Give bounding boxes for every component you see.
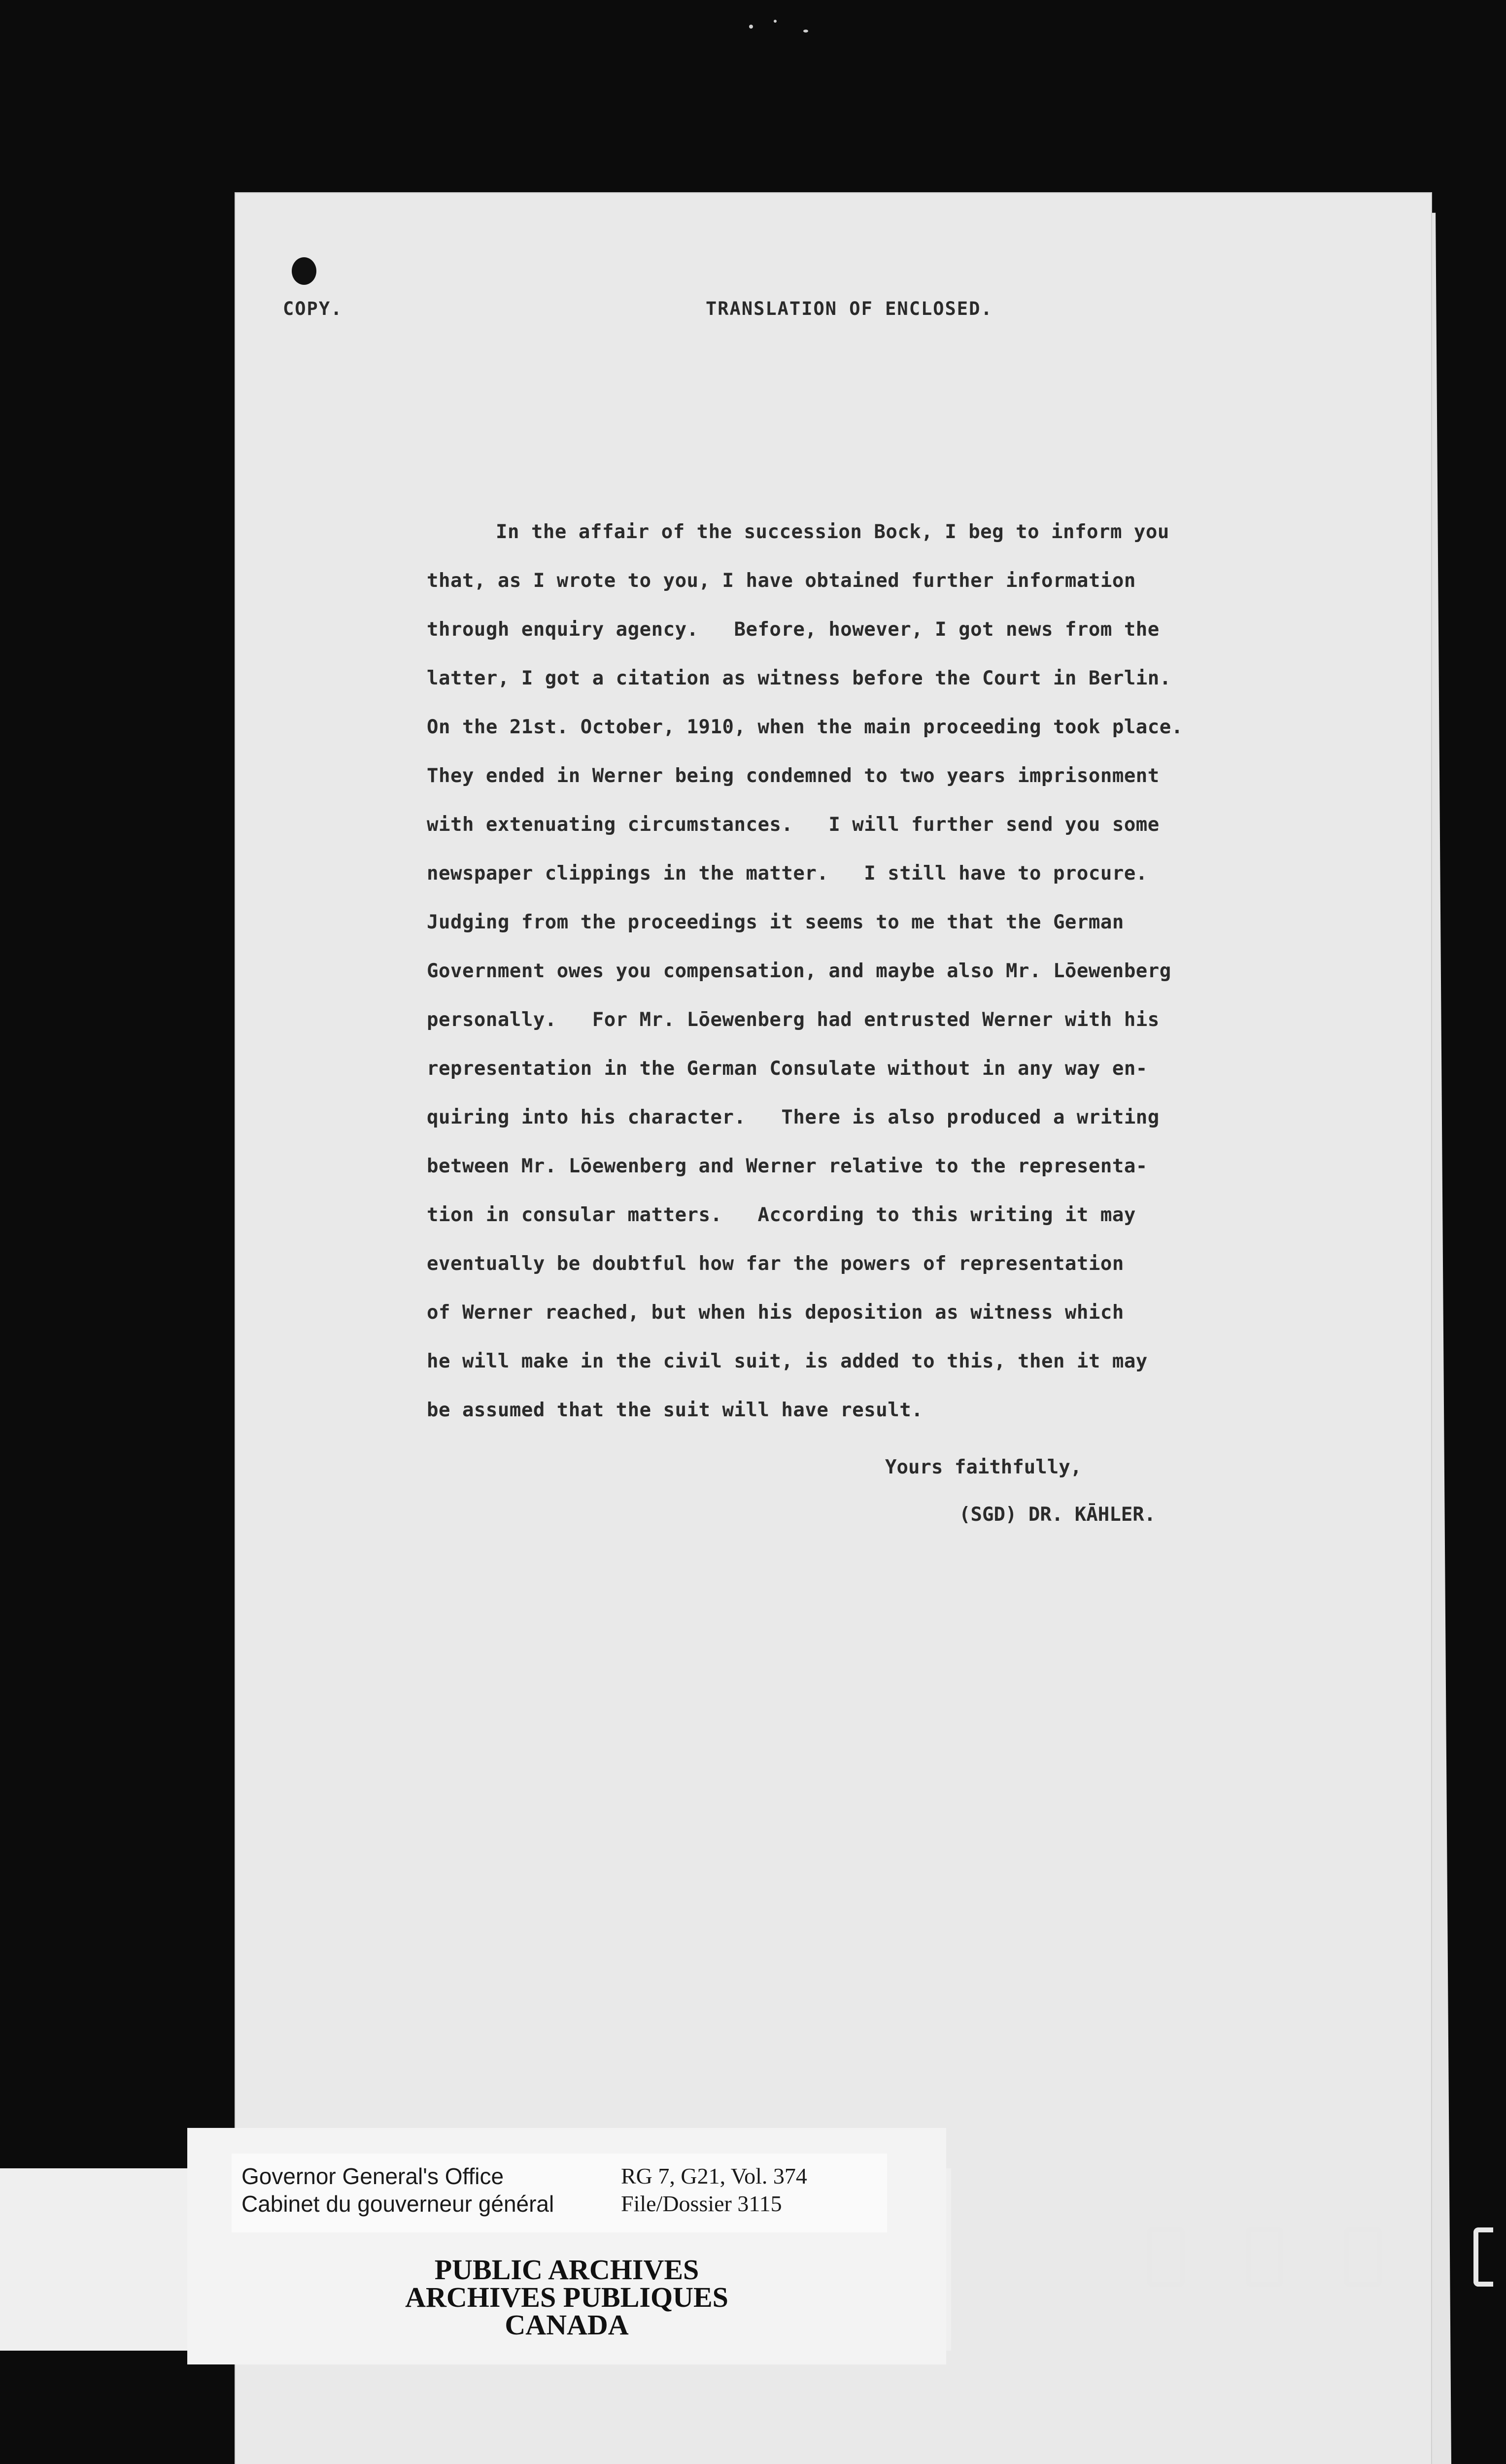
frame-digit [1147, 2227, 1185, 2287]
body-line: representation in the German Consulate without in any way en- [427, 1058, 1148, 1080]
body-line: with extenuating circumstances. I will further send you some [427, 814, 1160, 836]
archives-line-country: CANADA [505, 2309, 629, 2341]
body-line: that, as I wrote to you, I have obtained further information [427, 570, 1136, 592]
archives-line-fr: ARCHIVES PUBLIQUES [405, 2281, 728, 2313]
film-specks [739, 15, 887, 44]
frame-digit [1344, 2227, 1382, 2287]
record-group-reference: RG 7, G21, Vol. 374 [621, 2163, 807, 2189]
punch-hole [292, 257, 316, 285]
archive-reference-box [232, 2154, 887, 2232]
file-dossier-number: File/Dossier 3115 [621, 2191, 782, 2216]
frame-digit [1246, 2227, 1283, 2287]
body-line: Judging from the proceedings it seems to me that the German [427, 911, 1124, 933]
body-line: between Mr. Lōewenberg and Werner relative to the representa- [427, 1155, 1148, 1177]
reference-numbers [621, 2162, 807, 2218]
body-line: of Werner reached, but when his deposition as witness which [427, 1301, 1124, 1324]
body-line: personally. For Mr. Lōewenberg had entrusted Werner with his [427, 1009, 1160, 1031]
letter-closing [885, 1444, 1279, 1539]
body-line: be assumed that the suit will have result. [427, 1399, 924, 1421]
letter-body [427, 508, 1314, 1435]
office-en: Governor General's Office [241, 2163, 504, 2189]
document-header [283, 298, 1393, 328]
copy-label: COPY. [283, 298, 343, 319]
signature: (SGD) DR. KĀHLER. [959, 1504, 1156, 1526]
body-line: On the 21st. October, 1910, when the main proceeding took place. [427, 716, 1183, 738]
archives-title [187, 2256, 946, 2339]
body-line: tion in consular matters. According to this writing it may [427, 1204, 1136, 1226]
body-line: In the affair of the succession Bock, I beg to inform you [496, 521, 1169, 543]
office-fr: Cabinet du gouverneur général [241, 2191, 554, 2217]
body-line: through enquiry agency. Before, however, I got news from the [427, 618, 1160, 641]
office-names [241, 2162, 554, 2218]
frame-digit [1473, 2227, 1493, 2287]
body-line: Government owes you compensation, and maybe also Mr. Lōewenberg [427, 960, 1171, 982]
body-line: eventually be doubtful how far the powers of representation [427, 1253, 1124, 1275]
archives-line-en: PUBLIC ARCHIVES [434, 2254, 699, 2286]
body-line: latter, I got a citation as witness before the Court in Berlin. [427, 667, 1171, 689]
body-line: newspaper clippings in the matter. I still have to procure. [427, 862, 1148, 885]
body-line: he will make in the civil suit, is added to this, then it may [427, 1350, 1148, 1372]
body-line: quiring into his character. There is also produced a writing [427, 1106, 1160, 1129]
archive-label-card [187, 2128, 946, 2364]
frame-counter [1133, 2227, 1506, 2306]
document-title: TRANSLATION OF ENCLOSED. [706, 298, 993, 319]
body-line: They ended in Werner being condemned to two years imprisonment [427, 765, 1160, 787]
closing-salutation: Yours faithfully, [885, 1456, 1082, 1478]
